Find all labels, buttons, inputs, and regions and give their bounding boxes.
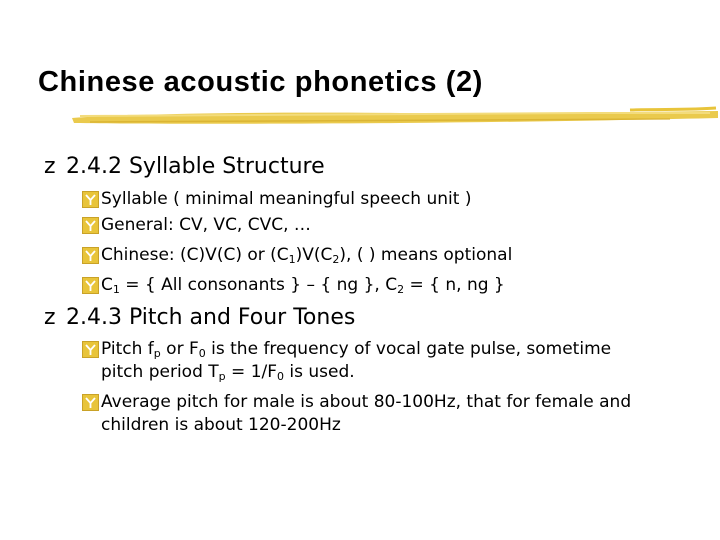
list-item: Chinese: (C)V(C) or $(C_1)V(C_2)$, ( ) means optional	[82, 244, 512, 267]
list-item: $C_1$ = { All consonants } – { ng }, $C_2$ = { n, ng }	[82, 274, 505, 297]
y-box-bullet-icon	[82, 191, 99, 208]
y-box-bullet-icon	[82, 394, 99, 411]
title-underline-brush	[70, 104, 720, 130]
list-item: General: CV, VC, CVC, …	[82, 214, 311, 237]
y-box-bullet-icon	[82, 217, 99, 234]
z-bullet-icon: z	[44, 305, 56, 330]
y-box-bullet-icon	[82, 277, 99, 294]
section-heading-pitch-and-four-tones: z 2.4.3 Pitch and Four Tones	[44, 305, 356, 330]
list-item: Average pitch for male is about 80-100Hz, that for female and children is about 120-200Hz	[82, 391, 631, 437]
z-bullet-icon: z	[44, 154, 56, 179]
slide-title: Chinese acoustic phonetics (2)	[38, 66, 484, 98]
section-heading-syllable-structure: z 2.4.2 Syllable Structure	[44, 154, 325, 179]
list-item: Syllable ( minimal meaningful speech unit )	[82, 188, 471, 211]
y-box-bullet-icon	[82, 247, 99, 264]
y-box-bullet-icon	[82, 341, 99, 358]
list-item: Pitch $f_p$ or $F_0$ is the frequency of vocal gate pulse, sometime pitch period $T_p = 1/F_0$ is used.	[82, 338, 611, 384]
